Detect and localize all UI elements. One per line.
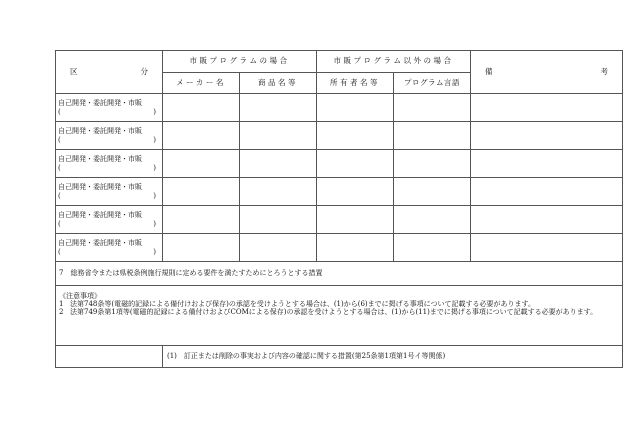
row-label	[56, 150, 163, 178]
table-row	[56, 94, 623, 122]
remarks-cell[interactable]	[471, 178, 623, 206]
development-type-label: 自己開発・委託開発・市販	[58, 127, 142, 136]
owner-cell[interactable]	[317, 234, 394, 262]
product-cell[interactable]	[240, 206, 317, 234]
close-paren: )	[153, 247, 156, 256]
maker-cell[interactable]	[163, 150, 240, 178]
maker-cell[interactable]	[163, 122, 240, 150]
table-row	[56, 206, 623, 234]
open-paren: (	[58, 191, 61, 200]
row-label	[56, 94, 163, 122]
table-row	[56, 178, 623, 206]
owner-cell[interactable]	[317, 94, 394, 122]
table-row	[56, 122, 623, 150]
product-cell[interactable]	[240, 178, 317, 206]
open-paren: (	[58, 247, 61, 256]
table-row	[56, 234, 623, 262]
table-row	[56, 150, 623, 178]
sub-item-heading: (1) 訂正または削除の事実および内容の確認に関する措置(第25条第1項第1号イ等関係)	[163, 346, 623, 368]
row-label	[56, 206, 163, 234]
development-type-label: 自己開発・委託開発・市販	[58, 155, 142, 164]
language-cell[interactable]	[394, 178, 471, 206]
sub-item-indent	[56, 346, 163, 368]
note-text: 法第749条第1項等(電磁的記録による備付けおよびCOMによる保存)の承認を受けようとする場合は、(1)から(11)までに掲げる事項について記載する必要があります。	[70, 308, 598, 317]
commercial-program-header: 市販プログラムの場合	[163, 51, 317, 73]
maker-name-header: メーカー名	[163, 73, 240, 94]
owner-cell[interactable]	[317, 206, 394, 234]
note-number: 1	[59, 300, 64, 309]
close-paren: )	[153, 191, 156, 200]
close-paren: )	[153, 219, 156, 228]
remarks-cell[interactable]	[471, 94, 623, 122]
open-paren: (	[58, 135, 61, 144]
open-paren: (	[58, 163, 61, 172]
product-cell[interactable]	[240, 234, 317, 262]
product-name-header: 商品名等	[240, 73, 317, 94]
language-cell[interactable]	[394, 150, 471, 178]
note-text: 法第748条等(電磁的記録による備付けおよび保存)の承認を受けようとする場合は、(1)から(6)までに掲げる事項について記載する必要があります。	[70, 300, 535, 309]
row-label	[56, 234, 163, 262]
item7-measures-heading: 7 総務省令または県税条例施行規則に定める要件を満たすためにとろうとする措置	[56, 262, 623, 286]
note-item	[59, 308, 619, 316]
note-number: 2	[59, 308, 64, 317]
non-commercial-program-header: 市販プログラム以外の場合	[317, 51, 471, 73]
open-paren: (	[58, 219, 61, 228]
kubun-header: 区 分	[56, 51, 163, 94]
development-type-label: 自己開発・委託開発・市販	[58, 99, 142, 108]
program-language-header: プログラム言語	[394, 73, 471, 94]
language-cell[interactable]	[394, 122, 471, 150]
notes-section	[56, 286, 623, 346]
remarks-cell[interactable]	[471, 150, 623, 178]
language-cell[interactable]	[394, 234, 471, 262]
maker-cell[interactable]	[163, 234, 240, 262]
remarks-cell[interactable]	[471, 234, 623, 262]
close-paren: )	[153, 163, 156, 172]
product-cell[interactable]	[240, 122, 317, 150]
close-paren: )	[153, 107, 156, 116]
close-paren: )	[153, 135, 156, 144]
owner-cell[interactable]	[317, 122, 394, 150]
maker-cell[interactable]	[163, 178, 240, 206]
remarks-header: 備 考	[471, 51, 623, 94]
development-type-label: 自己開発・委託開発・市販	[58, 211, 142, 220]
remarks-cell[interactable]	[471, 206, 623, 234]
maker-cell[interactable]	[163, 94, 240, 122]
open-paren: (	[58, 107, 61, 116]
development-type-label: 自己開発・委託開発・市販	[58, 183, 142, 192]
owner-cell[interactable]	[317, 178, 394, 206]
owner-name-header: 所有者名等	[317, 73, 394, 94]
language-cell[interactable]	[394, 206, 471, 234]
product-cell[interactable]	[240, 94, 317, 122]
remarks-cell[interactable]	[471, 122, 623, 150]
program-table	[55, 50, 623, 368]
maker-cell[interactable]	[163, 206, 240, 234]
note-item	[59, 300, 619, 308]
row-label	[56, 122, 163, 150]
notes-title: 《注意事項》	[59, 292, 101, 300]
row-label	[56, 178, 163, 206]
language-cell[interactable]	[394, 94, 471, 122]
development-type-label: 自己開発・委託開発・市販	[58, 239, 142, 248]
owner-cell[interactable]	[317, 150, 394, 178]
product-cell[interactable]	[240, 150, 317, 178]
